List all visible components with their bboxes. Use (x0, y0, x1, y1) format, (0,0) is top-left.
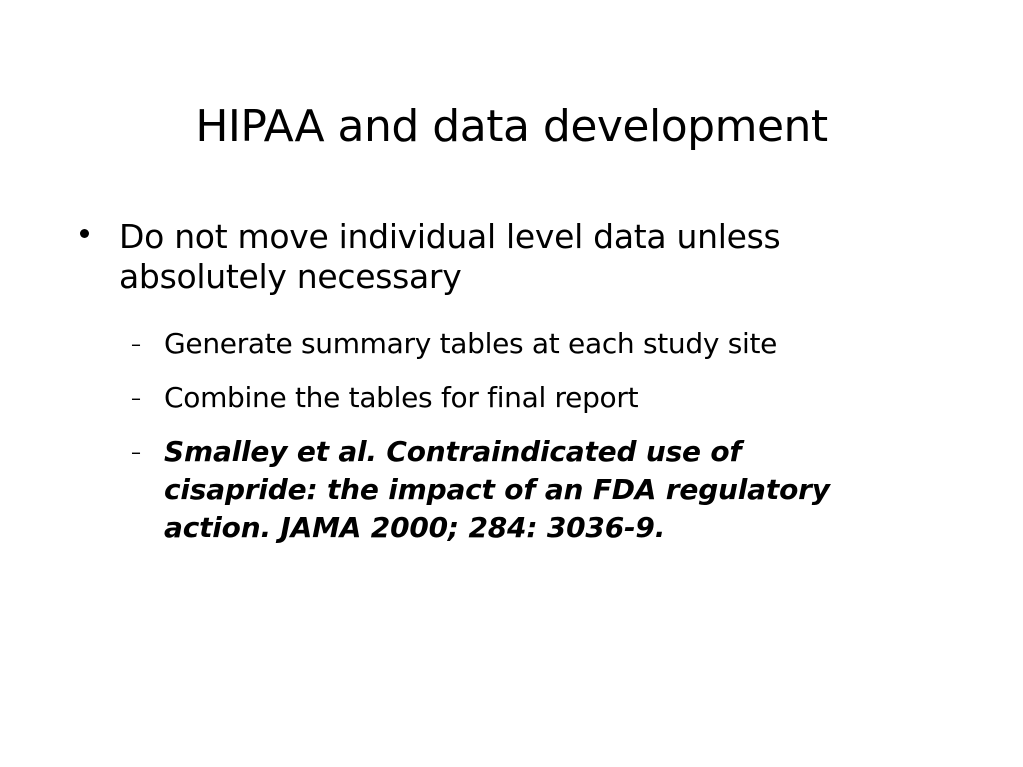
citation-text: Smalley et al. Contraindicated use of cisapride: the impact of an FDA regulatory action. JAMA 2000; 284: 3036-9. (164, 435, 830, 544)
dash-icon: – (131, 332, 141, 356)
slide-title: HIPAA and data development (195, 101, 828, 152)
dash-icon: – (131, 440, 141, 464)
sub-bullet-text: Combine the tables for final report (164, 381, 639, 414)
bullet-dot-icon (80, 229, 89, 238)
dash-icon: – (131, 386, 141, 410)
sub-bullet-text: Generate summary tables at each study site (164, 327, 778, 360)
bullet-text: Do not move individual level data unless absolutely necessary (119, 217, 781, 296)
